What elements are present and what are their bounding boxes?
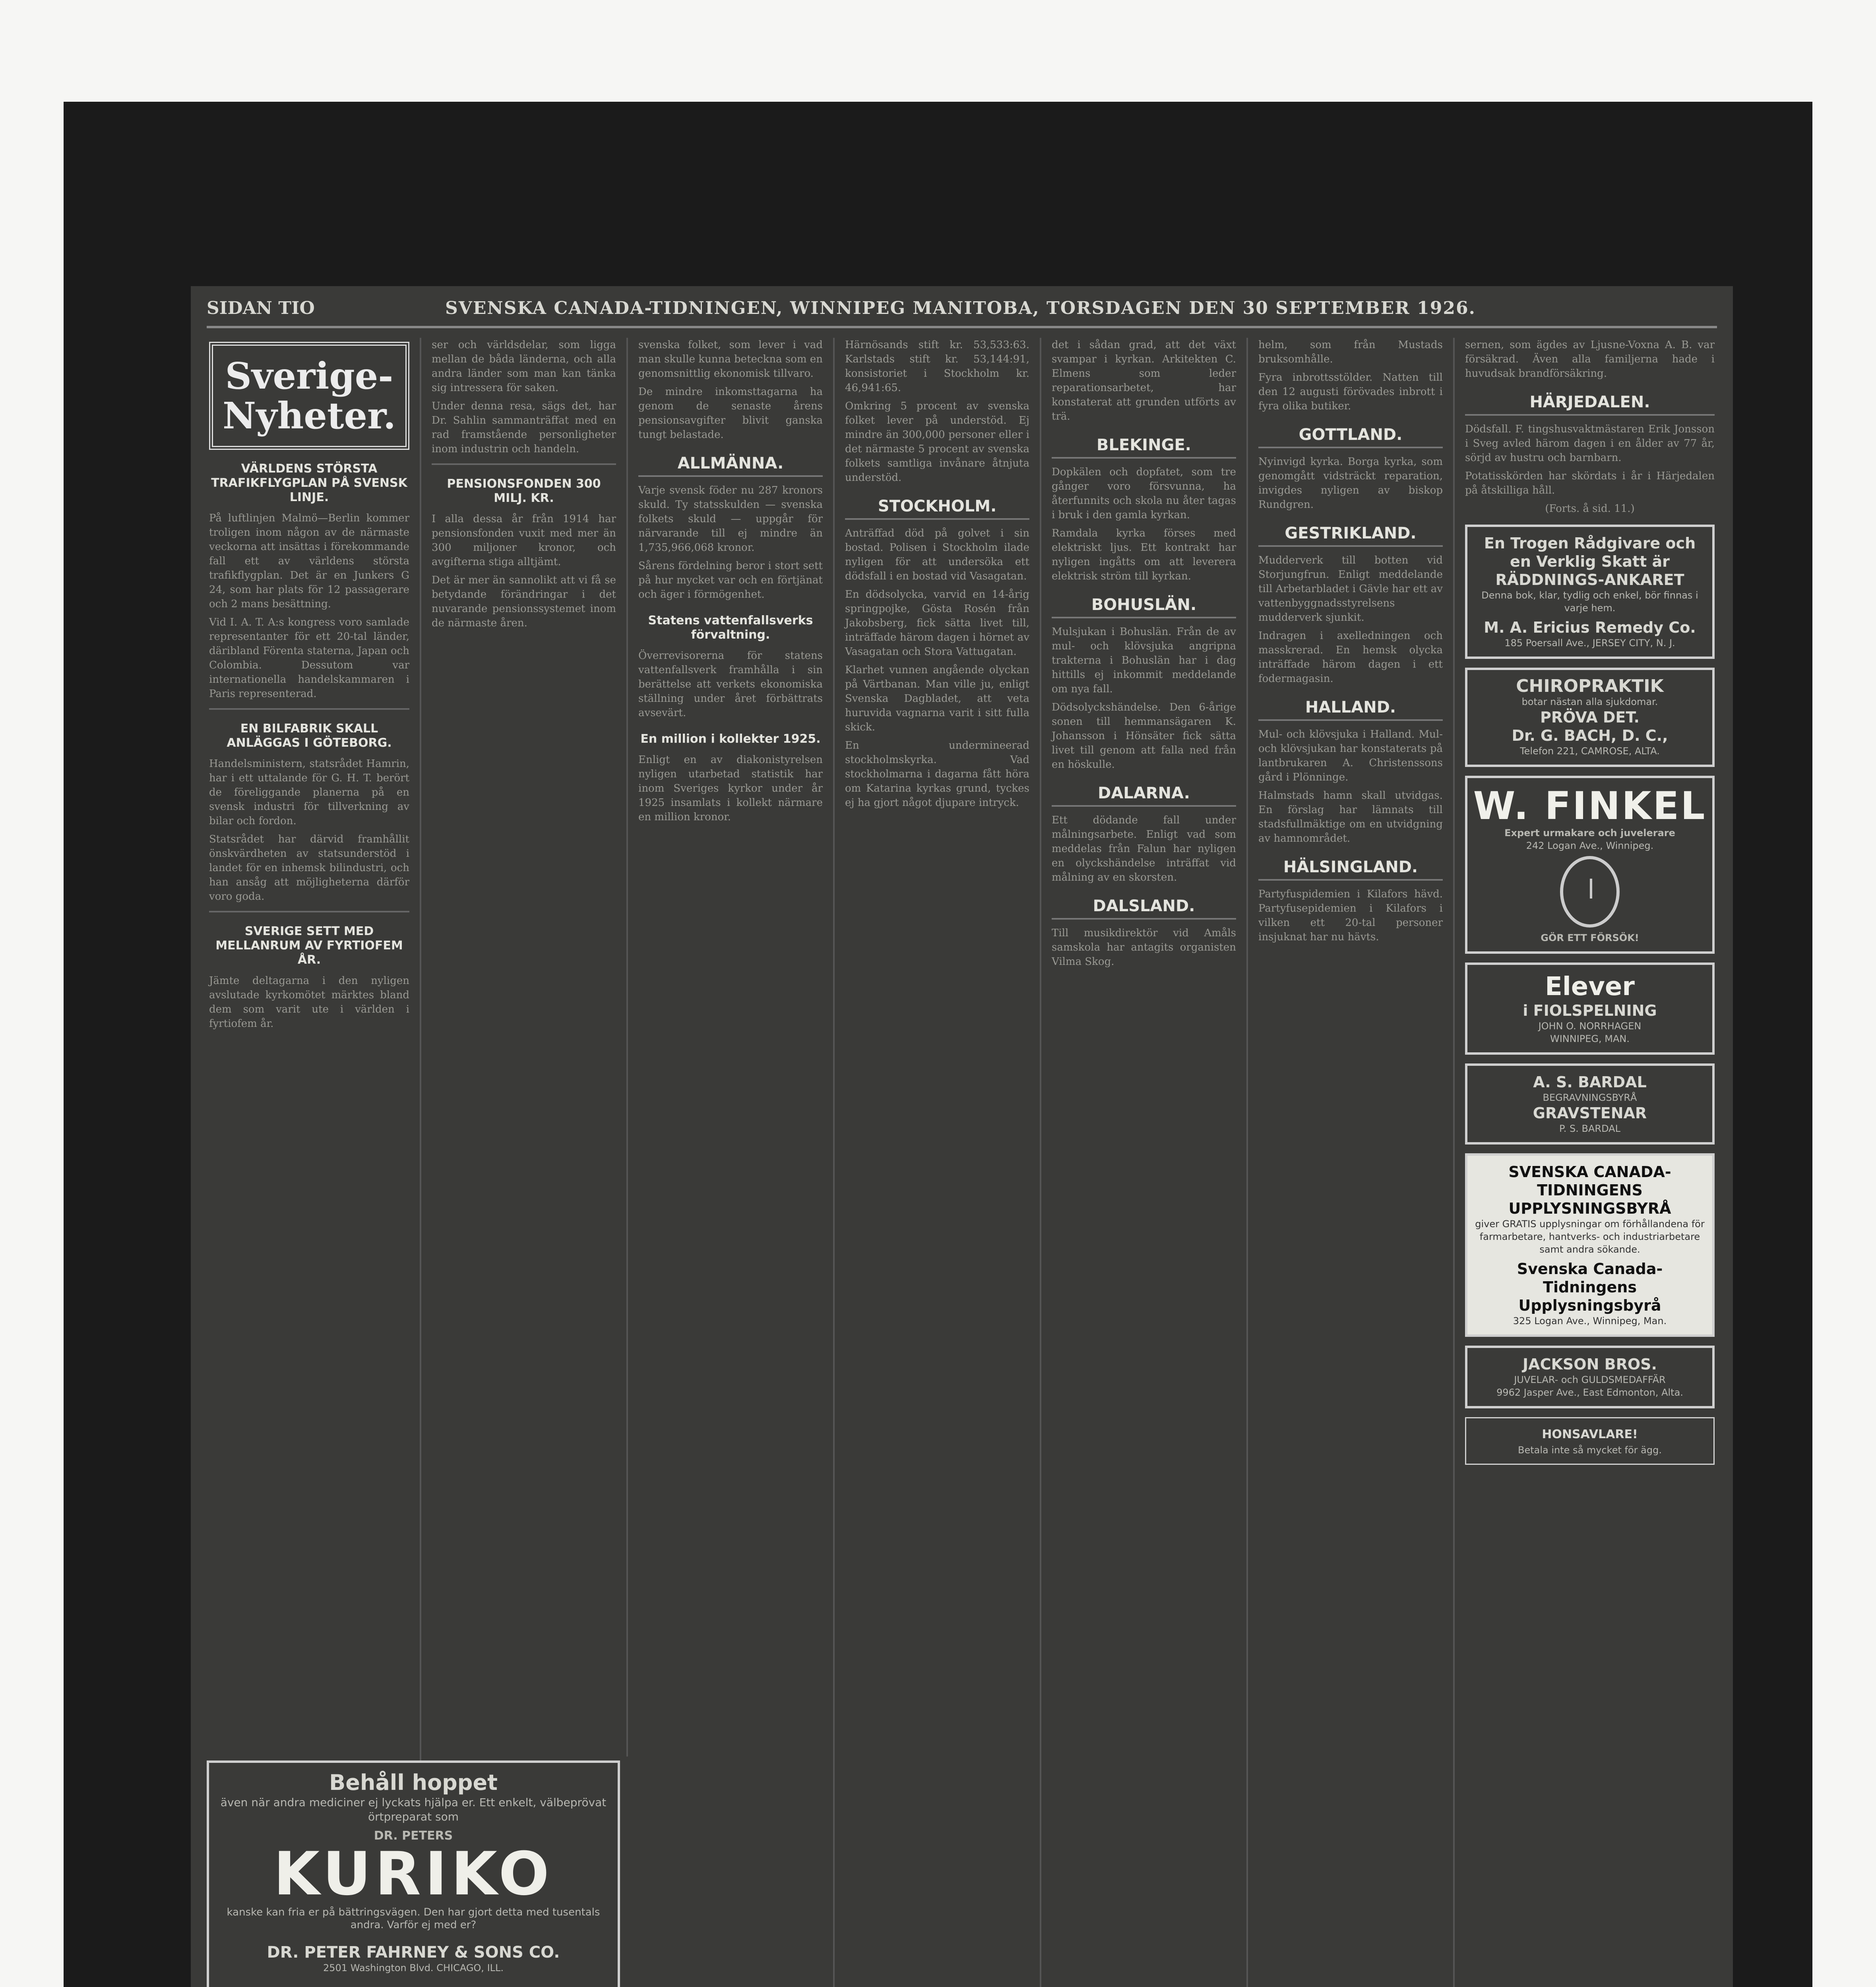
ad-tagline: Expert urmakare och juvelerare (1504, 827, 1675, 839)
ad-body: botar nästan alla sjukdomar. (1521, 696, 1658, 707)
article-paragraph: Statsrådet har därvid framhållit önskvärdheten av statsunderstöd i landet för en inhemsk bilindustri, och han ansåg att möjligheterna därför voro goda. (209, 833, 409, 902)
article-paragraph: Omkring 5 procent av svenska folket lever på understöd. Ej mindre än 300,000 personer eller i det närmaste 5 procent av svenska folkets samtliga invånare åtnjuta understöd. (845, 400, 1029, 484)
article-paragraph: Till musikdirektör vid Amåls samskola har antagits organisten Vilma Skog. (1052, 927, 1236, 968)
section-heading: HÄLSINGLAND. (1258, 858, 1443, 881)
article-paragraph: Mul- och klövsjuka i Halland. Mul- och klövsjukan har konstaterats på lantbrukaren A. Christenssons gård i Plönninge. (1258, 728, 1443, 783)
section-masthead: Sverige-Nyheter. (209, 342, 409, 450)
ad-body: giver GRATIS upplysningar om förhållandena för farmarbetare, hantverks- och industriarbetare samt andra sökande. (1475, 1218, 1705, 1255)
ad-heading: Behåll hoppet (329, 1770, 498, 1795)
article-paragraph: Vid I. A. T. A:s kongress voro samlade representanter för ett 20-tal länder, däribland Förenta staterna, Japan och Colombia. Dessutom var internationella handelskammaren i Paris representerad. (209, 616, 409, 700)
finkel-advertisement (1465, 776, 1715, 954)
article-paragraph: Fyra inbrottsstölder. Natten till den 12 augusti förövades inbrott i fyra olika butiker. (1258, 372, 1443, 412)
article-paragraph: Överrevisorerna för statens vattenfallsverk framhålla i sin berättelse att verkets ekonomiska ställning under året förbättrats avsevärt. (638, 650, 823, 719)
ad-headline: En Trogen Rådgivare och en Verklig Skatt är RÄDDNINGS-ANKARET (1484, 535, 1696, 589)
ad-callout: PRÖVA DET. (1540, 709, 1640, 726)
ad-address: 9962 Jasper Ave., East Edmonton, Alta. (1496, 1387, 1683, 1398)
column-1 (199, 338, 421, 1987)
article-heading: PENSIONSFONDEN 300 MILJ. KR. (447, 477, 601, 505)
column-6 (1248, 338, 1455, 1987)
ad-address: 185 Poersall Ave., JERSEY CITY, N. J. (1504, 637, 1675, 649)
ad-doctor-name: Dr. G. BACH, D. C., (1512, 727, 1668, 744)
article-heading: Statens vattenfallsverks förvaltning. (648, 614, 813, 642)
kuriko-advertisement (207, 1760, 620, 1987)
article-heading: En million i kollekter 1925. (640, 732, 821, 746)
info-bureau-advertisement (1465, 1153, 1715, 1337)
article-paragraph: Halmstads hamn skall utvidgas. En förslag har lämnats till stadsfullmäktige om en utvidgning av hamnområdet. (1258, 790, 1443, 844)
article-paragraph: Potatisskörden har skördats i år i Härjedalen på åtskilliga håll. (1465, 470, 1715, 496)
ad-name: A. S. BARDAL (1533, 1073, 1647, 1091)
article-paragraph: De mindre inkomsttagarna ha genom de senaste årens pensionsavgifter blivit ganska tungt belastade. (638, 386, 823, 441)
article-paragraph: det i sådan grad, att det växt svampar i kyrkan. Arkitekten C. Elmens som leder reparationsarbetet, har konstaterat att grunden utförts av trä. (1052, 339, 1236, 422)
section-heading: HALLAND. (1258, 698, 1443, 721)
article-heading: VÄRLDENS STÖRSTA TRAFIKFLYGPLAN PÅ SVENSK LINJE. (211, 462, 407, 504)
newspaper-title-line: SVENSKA CANADA-TIDNINGEN, WINNIPEG MANITOBA, TORSDAGEN DEN 30 SEPTEMBER 1926. (445, 298, 1476, 318)
ad-teacher: JOHN O. NORRHAGEN (1538, 1021, 1642, 1032)
ad-address: 2501 Washington Blvd. CHICAGO, ILL. (323, 1962, 504, 1973)
article-paragraph: Enligt en av diakonistyrelsen nyligen utarbetad statistik har inom Sveriges kyrkor under år 1925 insamlats i kollekt närmare en million kronor. (638, 754, 823, 823)
article-paragraph: Indragen i axelledningen och masskrerad. En hemsk olycka inträffade härom dagen i ett fodermagasin. (1258, 630, 1443, 685)
article-paragraph: Dopkälen och dopfatet, som tre gånger voro försvunna, ha återfunnits och skola nu åter tagas i bruk i den gamla kyrkan. (1052, 466, 1236, 521)
pocket-watch-icon (1560, 856, 1620, 928)
ad-brand-prefix: DR. PETERS (374, 1829, 453, 1843)
section-heading: HÄRJEDALEN. (1465, 393, 1715, 416)
column-4 (835, 338, 1041, 1987)
section-heading: BOHUSLÄN. (1052, 595, 1236, 618)
article-paragraph: Mulsjukan i Bohuslän. Från de av mul- och klövsjuka angripna trakterna i Bohuslän har i dag hittills ej inkommit meddelande om nya fall. (1052, 626, 1236, 695)
article-paragraph: Dödsfall. F. tingshusvaktmästaren Erik Jonsson i Sveg avled härom dagen i en ålder av 77 år, sörjd av hustru och barnbarn. (1465, 423, 1715, 464)
ad-headline: SVENSKA CANADA-TIDNINGENS UPPLYSNINGSBYRÅ (1508, 1163, 1671, 1217)
article-paragraph: ser och världsdelar, som ligga mellan de båda länderna, och alla andra länder som man kan tänka sig intressera för saken. (432, 339, 616, 394)
article-paragraph: I alla dessa år från 1914 har pensionsfonden vuxit med mer än 300 miljoner kronor, och avgifterna stiga alltjämt. (432, 513, 616, 568)
poultry-advertisement (1465, 1417, 1715, 1465)
article-paragraph: svenska folket, som lever i vad man skulle kunna beteckna som en genomsnittlig ekonomisk tillvaro. (638, 339, 823, 380)
article-paragraph: Klarhet vunnen angående olyckan på Värtbanan. Man ville ju, enligt Svenska Dagbladet, att veta huruvida vagnarna varit i sitt fulla skick. (845, 664, 1029, 733)
article-paragraph: Ramdala kyrka förses med elektriskt ljus. Ett kontrakt har nyligen ingåtts om att leverera elektrisk ström till kyrkan. (1052, 527, 1236, 582)
divider (209, 708, 409, 710)
column-3 (628, 338, 835, 1987)
section-heading: ALLMÄNNA. (638, 454, 823, 477)
ad-company: Svenska Canada-Tidningens Upplysningsbyrå (1517, 1260, 1663, 1314)
violin-lessons-advertisement (1465, 963, 1715, 1055)
ad-proprietor: P. S. BARDAL (1559, 1123, 1620, 1134)
article-paragraph: Varje svensk föder nu 287 kronors skuld. Ty statsskulden — svenska folkets skuld — uppgår för närvarande till ej mindre än 1,735,966,068 kronor. (638, 484, 823, 554)
ad-company: DR. PETER FAHRNEY & SONS CO. (267, 1943, 560, 1962)
article-paragraph: På luftlinjen Malmö—Berlin kommer troligen inom någon av de närmaste veckorna att insättas i förekommande fall ett av världens största trafikflygplan. Det är en Junkers G 24, som har plats för 12 passagerare och 2 mans besättning. (209, 512, 409, 610)
article-paragraph: En undermineerad stockholmskyrka. Vad stockholmarna i dagarna fått höra om Katarina kyrkas grund, tyckes ej ha gjort något djupare intryck. (845, 740, 1029, 809)
article-heading: SVERIGE SETT MED MELLANRUM AV FYRTIOFEM ÅR. (215, 924, 403, 967)
ad-headline: CHIROPRAKTIK (1516, 676, 1664, 696)
article-paragraph: Sårens fördelning beror i stort sett på hur mycket var och en förtjänat och äger i förmögenhet. (638, 560, 823, 600)
section-heading: DALSLAND. (1052, 897, 1236, 920)
column-5 (1041, 338, 1248, 1987)
ad-product: GRAVSTENAR (1533, 1104, 1647, 1122)
ad-name: JACKSON BROS. (1523, 1356, 1657, 1373)
section-heading: GESTRIKLAND. (1258, 524, 1443, 547)
remedy-advertisement (1465, 525, 1715, 659)
article-paragraph: Ett dödande fall under målningsarbete. Enligt vad som meddelas från Falun har nyligen en olyckshändelse inträffat vid målning av en skorsten. (1052, 814, 1236, 883)
article-paragraph: helm, som från Mustads bruksomhålle. (1258, 339, 1443, 365)
article-paragraph: Mudderverk till botten vid Storjungfrun. Enligt meddelande till Arbetarbladet i Gävle har ett av vattenbyggnadsstyrelsens mudderverk sjunkit. (1258, 554, 1443, 624)
article-paragraph: Under denna resa, sägs det, har Dr. Sahlin sammanträffat med en rad framstående personligheter inom industrin och handeln. (432, 400, 616, 455)
article-paragraph: Partyfuspidemien i Kilafors hävd. Partyfusepidemien i Kilafors i vilken ett 20-tal personer insjuknat har nu hävts. (1258, 888, 1443, 943)
ad-company: M. A. Ericius Remedy Co. (1484, 619, 1696, 636)
article-paragraph: Dödsolyckshändelse. Den 6-årige sonen till hemmansägaren K. Johansson i Hönsäter fick sätta livet till genom att falla ned från en höskulle. (1052, 701, 1236, 771)
ad-address: 242 Logan Ave., Winnipeg. (1526, 840, 1654, 851)
ad-city: WINNIPEG, MAN. (1550, 1033, 1630, 1044)
ad-body: Denna bok, klar, tydlig och enkel, bör finnas i varje hem. (1481, 590, 1698, 614)
jackson-bros-advertisement (1465, 1346, 1715, 1408)
continued-note: (Forts. å sid. 11.) (1545, 503, 1635, 515)
article-paragraph: En dödsolycka, varvid en 14-årig springpojke, Gösta Rosén från Jakobsberg, fick sätta livet till, inträffade härom dagen i hörnet av Vasagatan och Stora Vattugatan. (845, 589, 1029, 658)
newspaper-page (191, 286, 1733, 1987)
section-heading: GOTTLAND. (1258, 425, 1443, 448)
ad-headline: HONSAVLARE! (1542, 1427, 1638, 1441)
ad-intro: även när andra mediciner ej lyckats hjälpa er. Ett enkelt, välbeprövat örtpreparat som (220, 1796, 607, 1823)
ad-subject: i FIOLSPELNING (1523, 1002, 1657, 1019)
article-paragraph: sernen, som ägdes av Ljusne-Voxna A. B. var försäkrad. Även alla familjerna hade i huvudsak brandförsäkring. (1465, 339, 1715, 380)
chiropractic-advertisement (1465, 668, 1715, 767)
ad-brand: KURIKO (273, 1840, 553, 1909)
section-heading: STOCKHOLM. (845, 497, 1029, 520)
article-paragraph: Jämte deltagarna i den nyligen avslutade kyrkomötet märktes bland dem som varit ute i världen i fyrtiofem år. (209, 975, 409, 1030)
ad-service: JUVELAR- och GULDSMEDAFFÄR (1514, 1374, 1666, 1385)
ad-headline: Elever (1545, 972, 1635, 1001)
section-heading: BLEKINGE. (1052, 436, 1236, 459)
article-paragraph: Härnösands stift kr. 53,533:63. Karlstads stift kr. 53,144:91, konsistoriet i Stockholm kr. 46,941:65. (845, 339, 1029, 394)
ad-callout: GÖR ETT FÖRSÖK! (1541, 932, 1639, 943)
divider (209, 911, 409, 912)
ad-body: kanske kan fria er på bättringsvägen. Den har gjort detta med tusentals andra. Varför ej med er? (227, 1906, 600, 1931)
article-heading: EN BILFABRIK SKALL ANLÄGGAS I GÖTEBORG. (227, 722, 392, 750)
article-paragraph: Det är mer än sannolikt att vi få se betydande förändringar i det nuvarande pensionssystemet inom de närmaste åren. (432, 574, 616, 629)
ad-body: Betala inte så mycket för ägg. (1518, 1445, 1662, 1456)
ad-address: 325 Logan Ave., Winnipeg, Man. (1513, 1315, 1667, 1327)
page-header (207, 294, 1717, 328)
column-2 (421, 338, 628, 1757)
bardal-advertisement (1465, 1063, 1715, 1145)
article-paragraph: Nyinvigd kyrka. Borga kyrka, som genomgått vidsträckt reparation, invigdes nyligen av biskop Rundgren. (1258, 456, 1443, 511)
divider (432, 463, 616, 465)
ad-service: BEGRAVNINGSBYRÅ (1543, 1092, 1637, 1103)
ad-phone: Telefon 221, CAMROSE, ALTA. (1520, 746, 1660, 757)
article-paragraph: Anträffad död på golvet i sin bostad. Polisen i Stockholm ilade nyligen för att undersöka ett dödsfall i en bostad vid Vasagatan. (845, 527, 1029, 582)
article-paragraph: Handelsministern, statsrådet Hamrin, har i ett uttalande för G. H. T. berört de föreliggande planerna på en svensk industri för tillverkning av bilar och fordon. (209, 758, 409, 827)
ad-name: W. FINKEL (1473, 784, 1707, 828)
column-7 (1455, 338, 1725, 1987)
section-heading: DALARNA. (1052, 784, 1236, 807)
page-number: SIDAN TIO (207, 298, 315, 318)
